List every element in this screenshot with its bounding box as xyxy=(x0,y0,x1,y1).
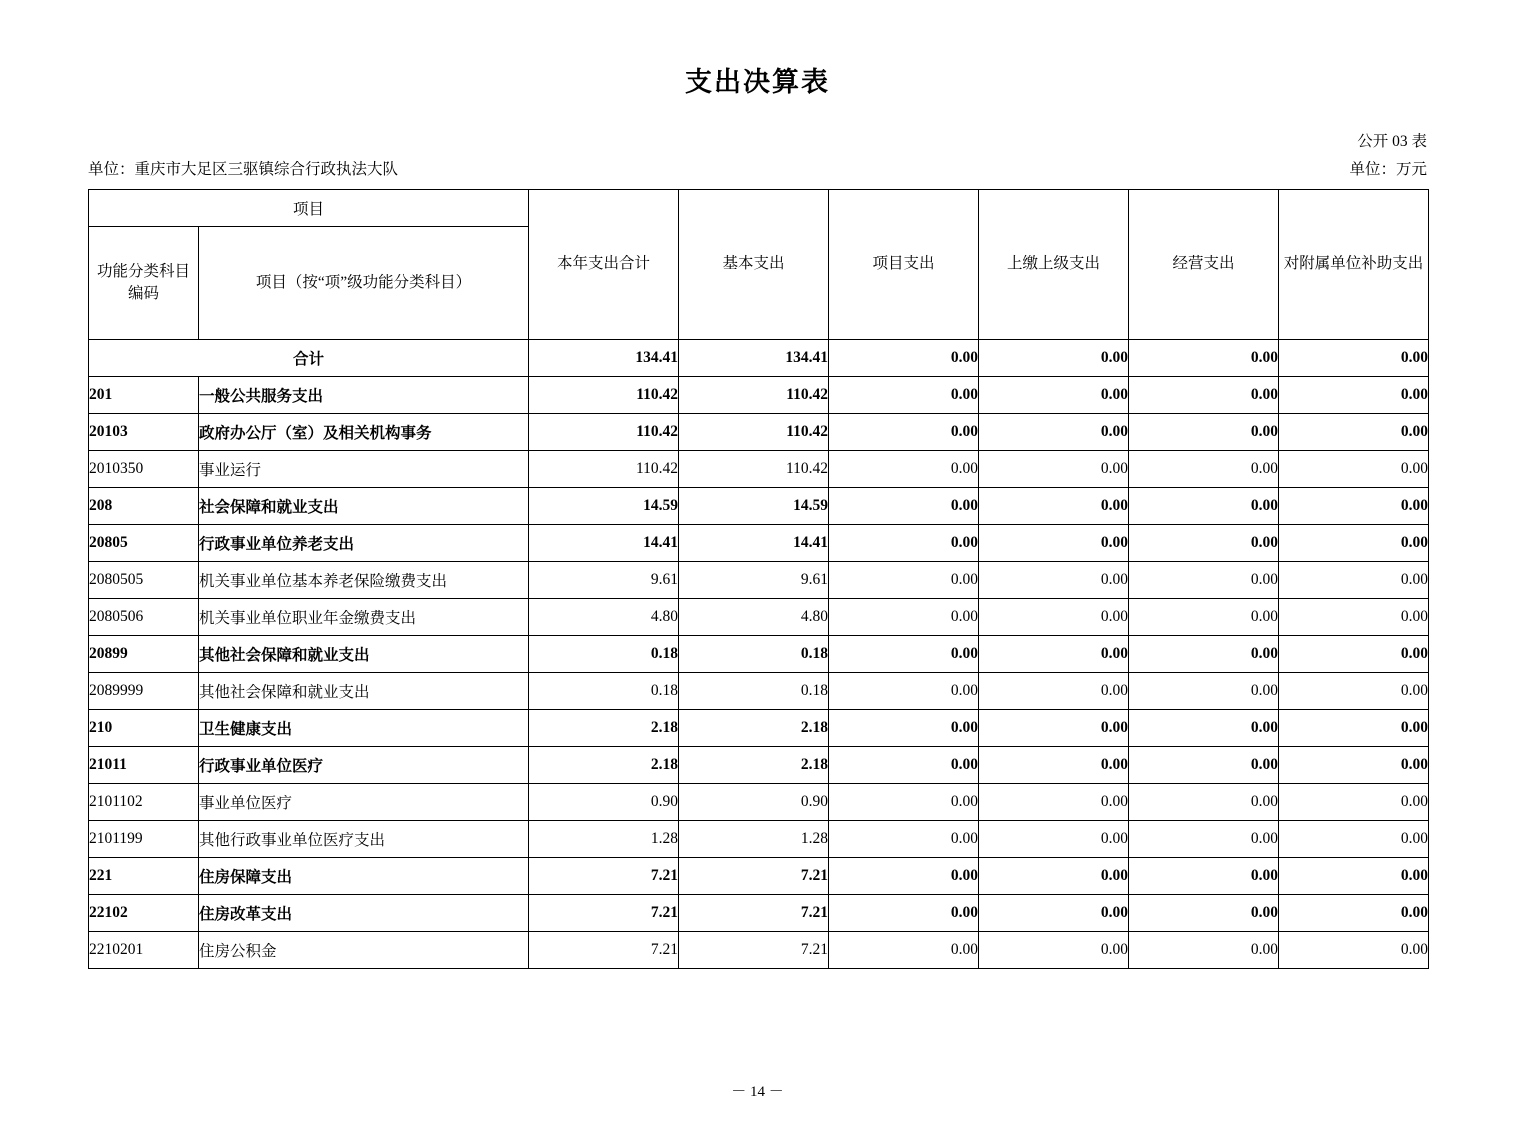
header-col-operating: 经营支出 xyxy=(1129,190,1279,340)
table-row xyxy=(89,710,1429,747)
row-value-3: 0.00 xyxy=(979,710,1129,747)
row-value-0: 1.28 xyxy=(529,821,679,858)
row-name: 一般公共服务支出 xyxy=(199,377,529,414)
row-code: 2080506 xyxy=(89,599,199,636)
table-row xyxy=(89,673,1429,710)
row-value-1: 7.21 xyxy=(679,895,829,932)
row-value-2: 0.00 xyxy=(829,636,979,673)
form-number: 公开 03 表 xyxy=(1357,133,1427,150)
total-value-0: 134.41 xyxy=(529,340,679,377)
row-code: 2089999 xyxy=(89,673,199,710)
row-name: 行政事业单位养老支出 xyxy=(199,525,529,562)
page-number: － 14 － xyxy=(731,1084,784,1100)
row-code: 221 xyxy=(89,858,199,895)
row-code: 208 xyxy=(89,488,199,525)
row-value-3: 0.00 xyxy=(979,599,1129,636)
row-name: 其他社会保障和就业支出 xyxy=(199,673,529,710)
row-value-4: 0.00 xyxy=(1129,673,1279,710)
row-code: 2210201 xyxy=(89,932,199,969)
row-value-3: 0.00 xyxy=(979,747,1129,784)
row-value-1: 2.18 xyxy=(679,710,829,747)
row-value-2: 0.00 xyxy=(829,784,979,821)
row-code: 2101199 xyxy=(89,821,199,858)
total-value-4: 0.00 xyxy=(1129,340,1279,377)
row-value-4: 0.00 xyxy=(1129,525,1279,562)
header-col-name: 项目（按“项”级功能分类科目） xyxy=(199,227,529,340)
unit-info-row xyxy=(88,157,1427,181)
row-name: 住房改革支出 xyxy=(199,895,529,932)
table-row xyxy=(89,599,1429,636)
row-value-5: 0.00 xyxy=(1279,895,1429,932)
table-row xyxy=(89,932,1429,969)
row-value-5: 0.00 xyxy=(1279,599,1429,636)
table-row xyxy=(89,858,1429,895)
row-value-4: 0.00 xyxy=(1129,488,1279,525)
row-value-0: 14.41 xyxy=(529,525,679,562)
row-value-4: 0.00 xyxy=(1129,784,1279,821)
row-value-3: 0.00 xyxy=(979,451,1129,488)
row-value-2: 0.00 xyxy=(829,377,979,414)
row-value-1: 14.41 xyxy=(679,525,829,562)
row-value-0: 2.18 xyxy=(529,747,679,784)
row-value-2: 0.00 xyxy=(829,821,979,858)
row-value-0: 0.90 xyxy=(529,784,679,821)
page-title: 支出决算表 xyxy=(685,67,830,97)
row-name: 其他社会保障和就业支出 xyxy=(199,636,529,673)
row-name: 社会保障和就业支出 xyxy=(199,488,529,525)
table-header xyxy=(89,190,1429,340)
row-value-0: 7.21 xyxy=(529,895,679,932)
row-value-4: 0.00 xyxy=(1129,895,1279,932)
row-value-4: 0.00 xyxy=(1129,821,1279,858)
row-value-1: 9.61 xyxy=(679,562,829,599)
row-value-0: 110.42 xyxy=(529,377,679,414)
row-value-1: 1.28 xyxy=(679,821,829,858)
row-value-2: 0.00 xyxy=(829,562,979,599)
header-col-total: 本年支出合计 xyxy=(529,190,679,340)
row-value-1: 110.42 xyxy=(679,414,829,451)
row-value-1: 0.90 xyxy=(679,784,829,821)
row-value-3: 0.00 xyxy=(979,488,1129,525)
row-value-0: 110.42 xyxy=(529,451,679,488)
header-row-group xyxy=(89,190,1429,227)
row-value-5: 0.00 xyxy=(1279,562,1429,599)
row-value-5: 0.00 xyxy=(1279,710,1429,747)
row-value-2: 0.00 xyxy=(829,710,979,747)
row-value-3: 0.00 xyxy=(979,414,1129,451)
row-value-0: 2.18 xyxy=(529,710,679,747)
row-value-4: 0.00 xyxy=(1129,414,1279,451)
header-group-item: 项目 xyxy=(89,190,529,227)
row-value-3: 0.00 xyxy=(979,673,1129,710)
row-value-3: 0.00 xyxy=(979,858,1129,895)
row-name: 机关事业单位职业年金缴费支出 xyxy=(199,599,529,636)
row-name: 住房保障支出 xyxy=(199,858,529,895)
header-col-subsidy: 对附属单位补助支出 xyxy=(1279,190,1429,340)
row-code: 2010350 xyxy=(89,451,199,488)
row-value-1: 7.21 xyxy=(679,858,829,895)
row-value-1: 7.21 xyxy=(679,932,829,969)
row-value-2: 0.00 xyxy=(829,673,979,710)
table-row xyxy=(89,451,1429,488)
row-value-5: 0.00 xyxy=(1279,451,1429,488)
table-row xyxy=(89,895,1429,932)
row-value-2: 0.00 xyxy=(829,414,979,451)
row-value-2: 0.00 xyxy=(829,451,979,488)
row-value-3: 0.00 xyxy=(979,821,1129,858)
row-value-4: 0.00 xyxy=(1129,858,1279,895)
row-value-2: 0.00 xyxy=(829,599,979,636)
row-value-5: 0.00 xyxy=(1279,488,1429,525)
row-value-5: 0.00 xyxy=(1279,821,1429,858)
row-value-4: 0.00 xyxy=(1129,710,1279,747)
table-row xyxy=(89,377,1429,414)
row-value-1: 2.18 xyxy=(679,747,829,784)
row-value-0: 0.18 xyxy=(529,673,679,710)
total-value-5: 0.00 xyxy=(1279,340,1429,377)
row-value-1: 4.80 xyxy=(679,599,829,636)
unit-name: 单位：重庆市大足区三驱镇综合行政执法大队 xyxy=(88,161,399,178)
table-row-total xyxy=(89,340,1429,377)
row-name: 住房公积金 xyxy=(199,932,529,969)
table-row xyxy=(89,784,1429,821)
row-name: 其他行政事业单位医疗支出 xyxy=(199,821,529,858)
table-row xyxy=(89,636,1429,673)
table-body xyxy=(89,340,1429,969)
row-code: 20899 xyxy=(89,636,199,673)
row-code: 22102 xyxy=(89,895,199,932)
row-value-5: 0.00 xyxy=(1279,858,1429,895)
row-value-4: 0.00 xyxy=(1129,377,1279,414)
row-value-2: 0.00 xyxy=(829,488,979,525)
row-value-5: 0.00 xyxy=(1279,525,1429,562)
header-col-remit-upper: 上缴上级支出 xyxy=(979,190,1129,340)
form-number-row xyxy=(88,129,1427,151)
row-value-4: 0.00 xyxy=(1129,636,1279,673)
total-value-1: 134.41 xyxy=(679,340,829,377)
row-value-3: 0.00 xyxy=(979,562,1129,599)
row-value-3: 0.00 xyxy=(979,932,1129,969)
row-code: 20103 xyxy=(89,414,199,451)
header-col-project: 项目支出 xyxy=(829,190,979,340)
row-value-0: 7.21 xyxy=(529,932,679,969)
row-value-2: 0.00 xyxy=(829,895,979,932)
row-value-4: 0.00 xyxy=(1129,932,1279,969)
table-row xyxy=(89,414,1429,451)
expenditure-table xyxy=(88,189,1429,969)
row-value-0: 7.21 xyxy=(529,858,679,895)
table-row xyxy=(89,562,1429,599)
row-value-3: 0.00 xyxy=(979,636,1129,673)
total-value-2: 0.00 xyxy=(829,340,979,377)
row-code: 21011 xyxy=(89,747,199,784)
row-value-4: 0.00 xyxy=(1129,747,1279,784)
row-value-3: 0.00 xyxy=(979,895,1129,932)
row-name: 事业单位医疗 xyxy=(199,784,529,821)
row-value-5: 0.00 xyxy=(1279,673,1429,710)
row-value-3: 0.00 xyxy=(979,377,1129,414)
row-value-4: 0.00 xyxy=(1129,451,1279,488)
row-value-5: 0.00 xyxy=(1279,784,1429,821)
row-name: 行政事业单位医疗 xyxy=(199,747,529,784)
header-col-basic: 基本支出 xyxy=(679,190,829,340)
row-value-4: 0.00 xyxy=(1129,599,1279,636)
amount-unit: 单位：万元 xyxy=(1349,161,1427,178)
row-value-2: 0.00 xyxy=(829,747,979,784)
row-value-0: 110.42 xyxy=(529,414,679,451)
row-value-0: 9.61 xyxy=(529,562,679,599)
row-value-5: 0.00 xyxy=(1279,932,1429,969)
row-value-1: 110.42 xyxy=(679,377,829,414)
total-label: 合计 xyxy=(89,340,529,377)
row-code: 201 xyxy=(89,377,199,414)
row-value-1: 0.18 xyxy=(679,673,829,710)
header-col-code-line2: 编码 xyxy=(127,285,159,302)
header-col-code xyxy=(89,227,199,340)
row-value-1: 14.59 xyxy=(679,488,829,525)
row-value-5: 0.00 xyxy=(1279,747,1429,784)
row-value-3: 0.00 xyxy=(979,784,1129,821)
row-code: 210 xyxy=(89,710,199,747)
row-value-5: 0.00 xyxy=(1279,414,1429,451)
document-page xyxy=(0,60,1515,1129)
row-value-0: 14.59 xyxy=(529,488,679,525)
row-value-3: 0.00 xyxy=(979,525,1129,562)
row-code: 2101102 xyxy=(89,784,199,821)
row-value-5: 0.00 xyxy=(1279,377,1429,414)
table-row xyxy=(89,747,1429,784)
row-code: 2080505 xyxy=(89,562,199,599)
header-col-code-line1: 功能分类科目 xyxy=(96,262,190,280)
total-value-3: 0.00 xyxy=(979,340,1129,377)
row-value-1: 0.18 xyxy=(679,636,829,673)
table-row xyxy=(89,488,1429,525)
row-value-0: 4.80 xyxy=(529,599,679,636)
row-name: 卫生健康支出 xyxy=(199,710,529,747)
row-name: 事业运行 xyxy=(199,451,529,488)
row-value-2: 0.00 xyxy=(829,525,979,562)
row-value-0: 0.18 xyxy=(529,636,679,673)
row-value-5: 0.00 xyxy=(1279,636,1429,673)
row-name: 机关事业单位基本养老保险缴费支出 xyxy=(199,562,529,599)
row-value-2: 0.00 xyxy=(829,932,979,969)
table-row xyxy=(89,525,1429,562)
row-value-4: 0.00 xyxy=(1129,562,1279,599)
row-name: 政府办公厅（室）及相关机构事务 xyxy=(199,414,529,451)
row-value-2: 0.00 xyxy=(829,858,979,895)
row-value-1: 110.42 xyxy=(679,451,829,488)
row-code: 20805 xyxy=(89,525,199,562)
table-row xyxy=(89,821,1429,858)
